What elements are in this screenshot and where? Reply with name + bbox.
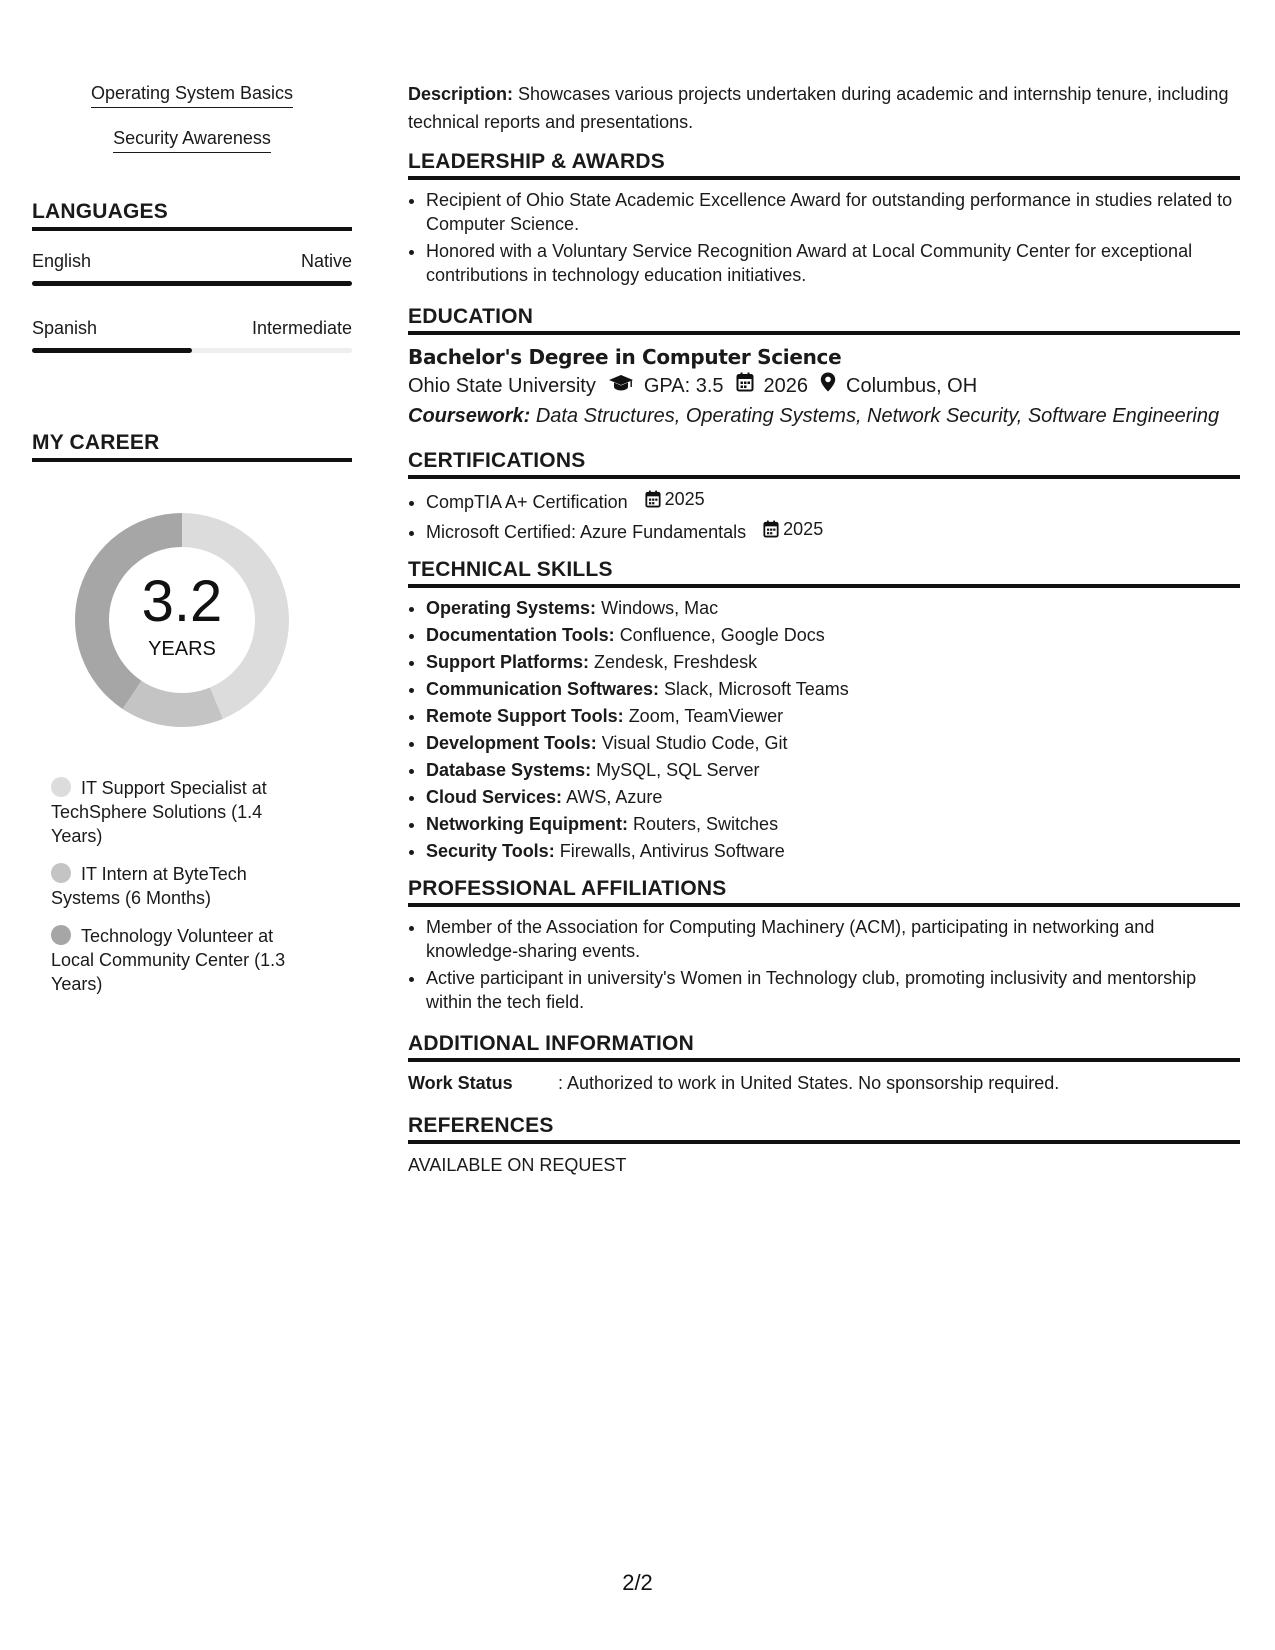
skill-label: Networking Equipment: <box>426 814 628 834</box>
career-legend-text: IT Support Specialist at TechSphere Solutions (1.4 Years) <box>51 778 267 846</box>
technical-skills-heading: TECHNICAL SKILLS <box>408 558 1240 588</box>
list-item <box>426 758 1240 782</box>
language-bar-fill <box>32 348 192 353</box>
coursework-label: Coursework: <box>408 405 531 427</box>
list-item: • Member of the Association for Computing Machinery (ACM), participating in networking and knowledge-sharing events. <box>426 915 1240 963</box>
skill-label: Security Tools: <box>426 841 555 861</box>
list-item <box>426 812 1240 836</box>
legend-dot-icon <box>51 863 71 883</box>
list-item: • Honored with a Voluntary Service Recognition Award at Local Community Center for exceptional contributions in technology education initiatives. <box>426 239 1240 287</box>
education-location: Columbus, OH <box>846 375 978 397</box>
list-item <box>426 677 1240 701</box>
languages-heading: LANGUAGES <box>32 200 352 231</box>
list-item <box>426 650 1240 674</box>
description-text: Showcases various projects undertaken during academic and internship tenure, including technical reports and presentations. <box>408 84 1229 132</box>
skill-label: Documentation Tools: <box>426 625 615 645</box>
skill-value: Zendesk, Freshdesk <box>594 652 758 672</box>
work-status-row <box>408 1070 1240 1096</box>
language-bar-fill <box>32 281 352 286</box>
additional-info-heading: ADDITIONAL INFORMATION <box>408 1032 1240 1062</box>
language-level: Intermediate <box>251 318 352 338</box>
skill-value: Zoom, TeamViewer <box>628 706 784 726</box>
language-bar <box>32 348 352 353</box>
certification-year: 2025 <box>783 519 824 539</box>
list-item <box>426 487 1240 514</box>
career-legend-text: Technology Volunteer at Local Community Center (1.3 Years) <box>51 926 286 994</box>
references-heading: REFERENCES <box>408 1114 1240 1144</box>
education-heading: EDUCATION <box>408 305 1240 335</box>
language-name: Spanish <box>32 318 98 338</box>
career-legend <box>51 776 311 996</box>
skill-label: Remote Support Tools: <box>426 706 624 726</box>
location-pin-icon <box>820 371 836 401</box>
education-details <box>408 371 1240 401</box>
leadership-heading: LEADERSHIP & AWARDS <box>408 150 1240 180</box>
language-name: English <box>32 251 92 271</box>
skill-value: Windows, Mac <box>601 598 719 618</box>
skill-label: Database Systems: <box>426 760 592 780</box>
legend-dot-icon <box>51 777 71 797</box>
certification-name: CompTIA A+ Certification <box>426 492 628 512</box>
list-item <box>426 623 1240 647</box>
skill-value: AWS, Azure <box>566 787 663 807</box>
calendar-icon <box>736 371 754 401</box>
skill-value: Slack, Microsoft Teams <box>664 679 849 699</box>
list-item <box>426 731 1240 755</box>
work-status-label: Work Status <box>408 1073 513 1093</box>
career-heading: MY CAREER <box>32 431 352 462</box>
coursework-text: Data Structures, Operating Systems, Network Security, Software Engineering <box>535 405 1220 427</box>
language-bar <box>32 281 352 286</box>
list-item <box>426 785 1240 809</box>
calendar-icon <box>763 520 779 538</box>
list-item: • Active participant in university's Women in Technology club, promoting inclusivity and mentorship within the tech field. <box>426 966 1240 1014</box>
education-school: Ohio State University <box>408 375 596 397</box>
education-coursework <box>408 401 1240 431</box>
technical-skills-list <box>408 596 1240 863</box>
language-level: Native <box>300 251 352 271</box>
list-item: • Recipient of Ohio State Academic Excellence Award for outstanding performance in studies related to Computer Science. <box>426 188 1240 236</box>
career-legend-text: IT Intern at ByteTech Systems (6 Months) <box>51 864 247 908</box>
skill-label: Support Platforms: <box>426 652 590 672</box>
language-item <box>32 316 352 353</box>
skill-label: Cloud Services: <box>426 787 563 807</box>
career-legend-item <box>51 776 311 848</box>
certifications-heading: CERTIFICATIONS <box>408 449 1240 479</box>
graduation-cap-icon <box>608 371 634 401</box>
certification-year: 2025 <box>664 489 705 509</box>
skill-value: Routers, Switches <box>633 814 779 834</box>
affiliations-heading: PROFESSIONAL AFFILIATIONS <box>408 877 1240 907</box>
list-item <box>426 596 1240 620</box>
page-number: 2/2 <box>622 1570 653 1595</box>
leadership-list <box>408 188 1240 287</box>
references-text: AVAILABLE ON REQUEST <box>408 1155 627 1175</box>
skill-tags <box>32 80 352 170</box>
description-label: Description: <box>408 84 514 104</box>
career-total-unit: YEARS <box>148 638 216 660</box>
legend-dot-icon <box>51 925 71 945</box>
skill-value: Confluence, Google Docs <box>619 625 825 645</box>
certification-name: Microsoft Certified: Azure Fundamentals <box>426 522 747 542</box>
list-item <box>426 517 1240 544</box>
language-item <box>32 249 352 286</box>
skill-tag: Operating System Basics <box>91 80 293 108</box>
career-donut-chart <box>62 500 302 740</box>
project-description <box>408 80 1240 136</box>
list-item <box>426 704 1240 728</box>
career-total-value: 3.2 <box>141 569 223 634</box>
work-status-value: : Authorized to work in United States. No sponsorship required. <box>558 1073 1060 1093</box>
skill-label: Development Tools: <box>426 733 597 753</box>
skill-tag: Security Awareness <box>113 125 271 153</box>
skill-value: Visual Studio Code, Git <box>601 733 788 753</box>
education-gpa: GPA: 3.5 <box>643 375 724 397</box>
skill-value: MySQL, SQL Server <box>596 760 760 780</box>
sidebar <box>32 80 352 1010</box>
skill-label: Operating Systems: <box>426 598 597 618</box>
skill-label: Communication Softwares: <box>426 679 660 699</box>
career-legend-item <box>51 924 311 996</box>
affiliations-list <box>408 915 1240 1014</box>
certifications-list <box>408 487 1240 544</box>
main-content <box>408 80 1240 1178</box>
education-year: 2026 <box>763 375 809 397</box>
calendar-icon <box>645 490 661 508</box>
education-degree: Bachelor's Degree in Computer Science <box>408 345 842 369</box>
career-legend-item <box>51 862 311 910</box>
skill-value: Firewalls, Antivirus Software <box>559 841 785 861</box>
list-item <box>426 839 1240 863</box>
